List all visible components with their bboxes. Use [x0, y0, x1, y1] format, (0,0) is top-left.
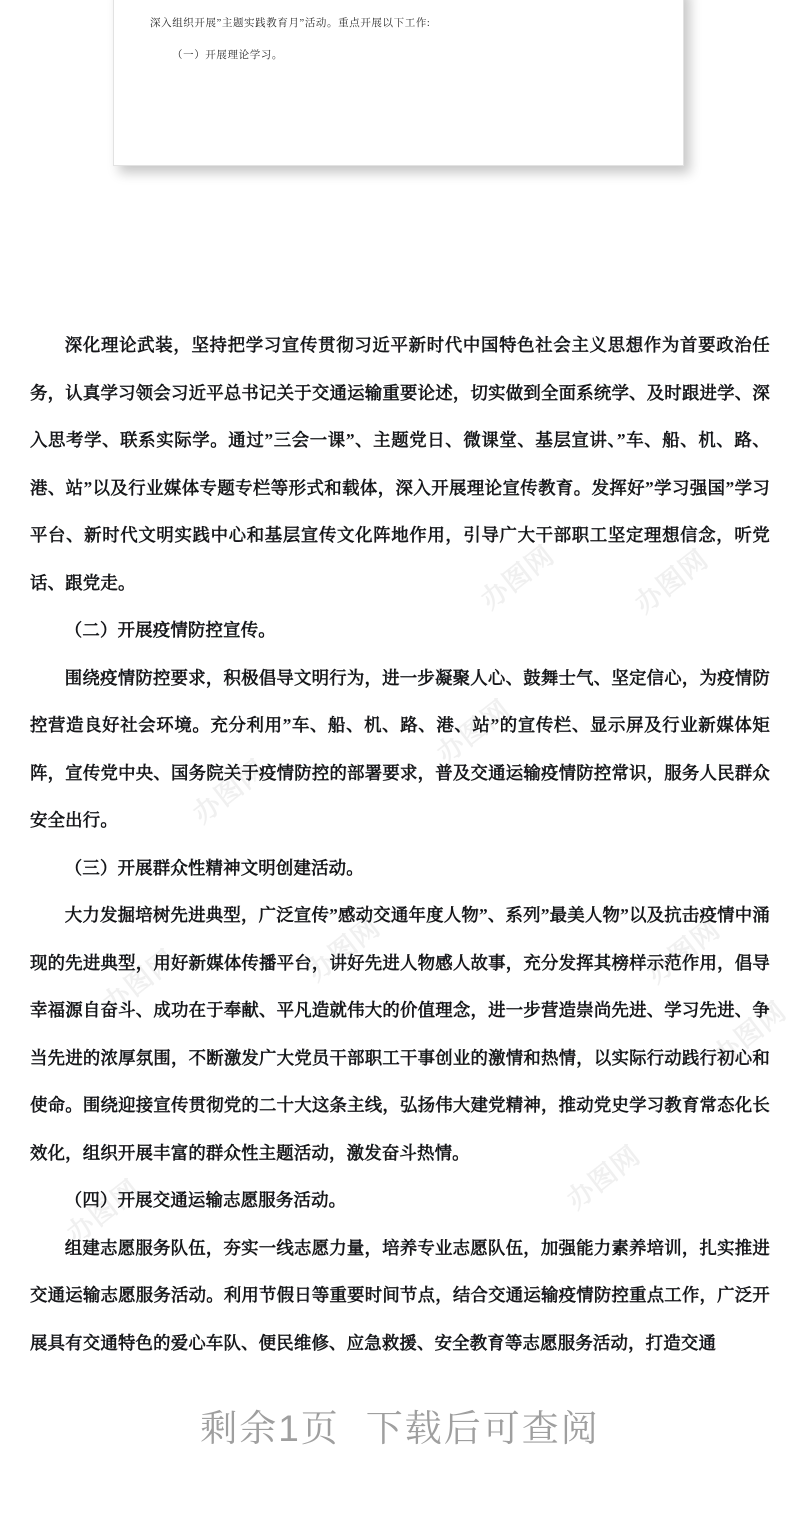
body-paragraph: 深化理论武装，坚持把学习宣传贯彻习近平新时代中国特色社会主义思想作为首要政治任务，认真学习领会习近平总书记关于交通运输重要论述，切实做到全面系统学、及时跟进学、深入思考学、联系实际学。通过”三会一课”、主题党日、微课堂、基层宣讲、”车、船、机、路、港、站”以及行业媒体专题专栏等形式和载体，深入开展理论宣传教育。发挥好”学习强国”学习平台、新时代文明实践中心和基层宣传文化阵地作用，引导广大干部职工坚定理想信念，听党话、跟党走。	[30, 335, 770, 593]
watermark: 办图网	[301, 911, 386, 988]
remaining-pages-label: 剩余1页	[200, 1408, 340, 1449]
section-heading: （四）开展交通运输志愿服务活动。	[64, 1190, 347, 1210]
watermark: 办图网	[61, 1173, 146, 1250]
watermark: 办图网	[187, 753, 272, 830]
page-preview-card	[113, 0, 684, 166]
watermark: 办图网	[97, 943, 182, 1020]
section-heading: （三）开展群众性精神文明创建活动。	[64, 857, 364, 878]
download-hint-label: 下载后可查阅	[365, 1408, 600, 1449]
section-heading: （二）开展疫情防控宣传。	[64, 620, 276, 640]
preview-line-intro: 深入组织开展”主题实践教育月”活动。重点开展以下工作:	[150, 18, 431, 29]
body-paragraph: 围绕疫情防控要求，积极倡导文明行为，进一步凝聚人心、鼓舞士气、坚定信心，为疫情防控营造良好社会环境。充分利用”车、船、机、路、港、站”的宣传栏、显示屏及行业新媒体矩阵，宣传党中央、国务院关于疫情防控的部署要求，普及交通运输疫情防控常识，服务人民群众安全出行。	[30, 667, 770, 830]
body-paragraph: 组建志愿服务队伍，夯实一线志愿力量，培养专业志愿队伍，加强能力素养培训，扎实推进交通运输志愿服务活动。利用节假日等重要时间节点，结合交通运输疫情防控重点工作，广泛开展具有交通特色的爱心车队、便民维修、应急救援、安全教育等志愿服务活动，打造交通	[30, 1237, 770, 1353]
watermark: 办图网	[561, 1139, 646, 1216]
watermark: 办图网	[707, 995, 792, 1072]
watermark: 办图网	[641, 913, 726, 990]
watermark: 办图网	[431, 693, 516, 770]
page-preview-card-content	[114, 0, 683, 67]
watermark: 办图网	[475, 539, 560, 616]
body-paragraph: 大力发掘培树先进典型，广泛宣传”感动交通年度人物”、系列”最美人物”以及抗击疫情中涌现的先进典型，用好新媒体传播平台，讲好先进人物感人故事，充分发挥其榜样示范作用，倡导幸福源自奋斗、成功在于奉献、平凡造就伟大的价值理念，进一步营造崇尚先进、学习先进、争当先进的浓厚氛围，不断激发广大党员干部职工干事创业的激情和热情，以实际行动践行初心和使命。围绕迎接宣传贯彻党的二十大这条主线，弘扬伟大建党精神，推动党史学习教育常态化长效化，组织开展丰富的群众性主题活动，激发奋斗热情。	[30, 905, 770, 1163]
watermark: 办图网	[629, 543, 714, 620]
download-footer	[0, 1398, 800, 1452]
document-body	[0, 322, 800, 1367]
preview-line-section-1: （一）开展理论学习。	[172, 50, 283, 61]
